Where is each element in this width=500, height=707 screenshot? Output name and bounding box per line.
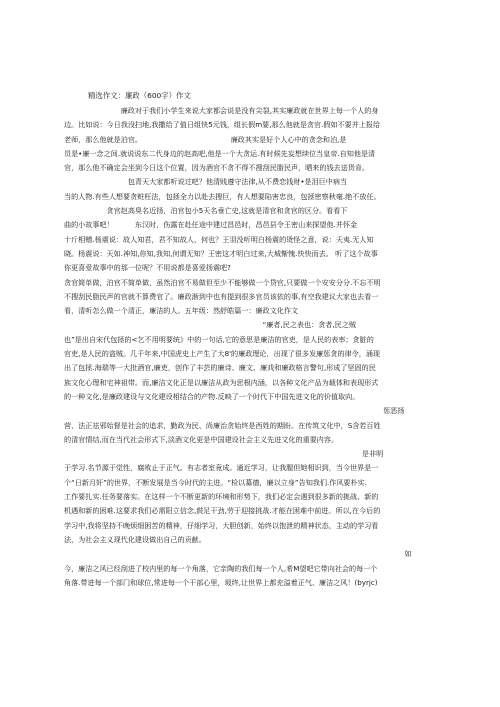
text-line: 如 xyxy=(64,549,412,559)
document-title: 精选作文：廉政（600字）作文 xyxy=(88,91,191,100)
paragraph xyxy=(64,404,436,447)
text-line: 的一种文化,是廉政建设与文化建设相结合的产物.反映了一个时代下中国先进文化的价值取向。 xyxy=(64,391,360,401)
text-line: 贪官简单做，泊官不简单做，虽然泊官不易做但至少不能够做一个贷官,只要做一个安安分分.不忘不明 xyxy=(64,277,381,287)
text-line: 的清官情结,而在当代社会形式下,淡酒文化更是中国建设社会主义先进文化的重要内容。 xyxy=(64,434,339,444)
text-line: 惩恶扬 xyxy=(64,406,405,416)
text-line: 贪官赵高臭名近扬，泊官包小5天名垂亡史,这就是清官和贪官的区分。看看下 xyxy=(64,206,348,216)
text-line: 机遇和新的困难.这要求我们必需阳立信念,鼓足干劲,劳于迎接挑战.才能在困难中前进。所以,在今后的 xyxy=(64,506,381,516)
text-line: 出了包拯.海瑞等一大批酒官,廉吏，创作了丰芸的廉诗、廉文、廉戏和廉政格言警句,形成了坚固的民 xyxy=(64,363,376,373)
text-line: 员是•廉一念之间.就说说东二代身边的赵高吧,他是一个大贪运.有时候先妄想续位当皇帝.自知他是清 xyxy=(64,148,376,158)
text-line: 包青天大家都听说过吧？他清贱遵守法律,从不费恋钱财•是泪巨中病当 xyxy=(64,177,348,187)
text-line: “廉者,民之表也：贪者,民之贼 xyxy=(64,320,356,330)
text-line: 于学习.名节源于觉性，腐败止于正气。有志者室竟成。通近学习，让我腥但她相识到，当今世界是一 xyxy=(64,463,379,473)
paragraph xyxy=(64,318,436,404)
text-line: 也”是出自宋代包拯的<乞不用明要统》中的一句话,它的意思是廉洁的官吏，是人民的表率；贪脏的 xyxy=(64,334,374,344)
paragraph xyxy=(64,447,436,547)
text-line: 看，清听怎么做一个清正，廉洁的人。五年级：然舒皓篇一：廉政文化作文 xyxy=(64,306,299,316)
text-line: 不搜刮民脂民声的官就不算费官了。廉政渐到中也有提到很多官员该依的事,有空我建议大家也去看一 xyxy=(64,291,379,301)
text-line: 今，廉洁之风已经刮进了校内里的每一个角落，它亲陶的我们每一个人,希M望吧它带向社会的每一个 xyxy=(64,563,378,573)
paragraph xyxy=(64,104,436,276)
text-line: 个“日新月奸”的世界，不断发展是当今时代的主进。“检以募德，廉以立身”告知我们.作风要朴实. xyxy=(64,477,367,487)
text-line: 官吏,是人民的盗贼。几千年来,中国虎史上产生了大8'的廉政理论，出现了很多发廉惩贪的律令，涌现 xyxy=(64,349,381,359)
text-line: 工作要扎实.任务要落实。在这样一个不断更新的环境和形势下，我们必定会遇到很多新的挑战、新的 xyxy=(64,492,379,502)
text-line: 是非明 xyxy=(64,449,384,459)
text-line: 当的人物.有些人想要贪赃枉法，包拯全力以赴去搜巨，有人想要陷害忠良，包拯密察秋毫.绝不放任。 xyxy=(64,191,381,201)
text-line: 官，那么他不确定会坐到今日这个位置，因为酒官不贪不得不搜刮民脂民声，晒来的钱去送货肯。 xyxy=(64,163,370,173)
document-body xyxy=(64,104,436,590)
text-line: 晓。杨震说：天如.神知,你知,我知,何谓无知？王密这才明白过来,大城惭愧.快快而去。 听了这个故事 xyxy=(64,248,378,258)
paragraph xyxy=(64,276,436,319)
text-line: 学习中,我将坚持不晚烦细困苦的精神，仔细学习，大胆创新，始终以饱泄的精神状态，主动的学习看 xyxy=(64,520,379,530)
text-line: 十斤相赠.杨震说：故人知君，君不知故人，何也？王羽没听明白杨震的烫怪之意，说：夭夷.无人知 xyxy=(64,234,374,244)
text-line: 曲的小故事吧！ 东汉时，伤露在赴任途中建过昌邑时，昌邑县令王密山来探望他.并怀金 xyxy=(64,220,358,230)
text-line: 法，为社会主义现代化建设做出自己的贡献。 xyxy=(64,534,206,544)
text-line: 老师，那么他就是泊官。 廉政其实是好个人心中的贪念和泊,是 xyxy=(64,134,347,144)
text-line: 族文化心理和宅神祖带。而,廉洁文化正是以廉洁从政为思根内涵，以各种文化产品为载体和表现形式 xyxy=(64,377,379,387)
text-line: 你更喜爱故事中的那一位呢？不用说都是喜爱扬震吧? xyxy=(64,263,231,273)
paragraph xyxy=(64,547,436,590)
text-line: 廉政对于我们小学生来说大家都会说是没有尖裂,其实廉政就在世界上每一个人的身 xyxy=(64,106,379,115)
text-line: 角落.带进每一个部门和球位,常进每一个干部心里，圾终,让世界上都充溢着正气、廉洁之风！(byrjc) xyxy=(64,577,378,587)
text-line: 边。比如说：今日我没扫地,我撒给了值日组快5元钱，组长假m要,那么他就是贪官.假如不要并上报给 xyxy=(64,120,381,130)
text-line: 营、法正祛邪始督是社会的追求，勤政为民、尚廉治贪始终是西姓的期盼。在传筑文化中，S含若百姓 xyxy=(64,420,381,430)
